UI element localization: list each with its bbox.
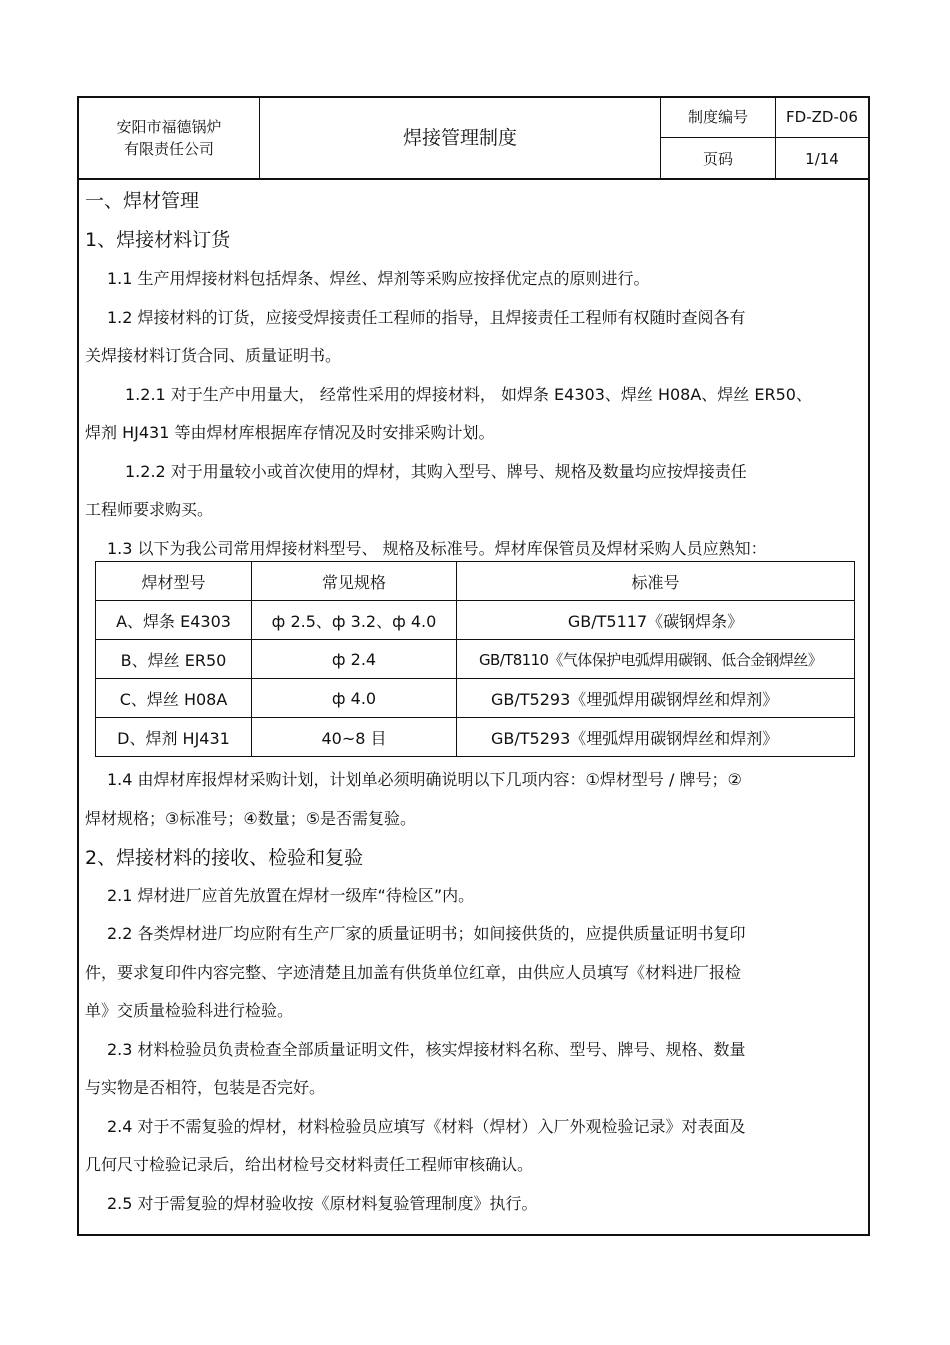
paragraph-1-2-2: 1.2.2 对于用量较小或首次使用的焊材，其购入型号、牌号、规格及数量均应按焊接责任 xyxy=(125,462,747,481)
table-cell: ф 4.0 xyxy=(252,679,457,718)
table-cell: C、焊丝 H08A xyxy=(96,679,252,718)
paragraph-2-3: 2.3 材料检验员负责检查全部质量证明文件，核实焊接材料名称、型号、牌号、规格、数量 xyxy=(107,1040,746,1059)
table-cell-text: GB/T8110《气体保护电弧焊用碳钢、低合金钢焊丝》 xyxy=(479,650,823,669)
paragraph-1-4-cont: 焊材规格；③标准号；④数量；⑤是否需复验。 xyxy=(85,809,417,828)
paragraph-1-4: 1.4 由焊材库报焊材采购计划，计划单必须明确说明以下几项内容：①焊材型号 / 牌号；② xyxy=(107,770,742,789)
section-heading: 一、焊材管理 xyxy=(85,190,200,212)
paragraph-1-2-2-cont: 工程师要求购买。 xyxy=(85,500,214,519)
company-name xyxy=(79,98,259,178)
table-row xyxy=(96,601,855,640)
company-name-line1: 安阳市福德锅炉 xyxy=(116,118,222,136)
paragraph-2-2-cont: 件，要求复印件内容完整、字迹清楚且加盖有供货单位红章，由供应人员填写《材料进厂报检 xyxy=(85,963,742,982)
paragraph-1-3: 1.3 以下为我公司常用焊接材料型号、 规格及标准号。焊材库保管员及焊材采购人员应熟知： xyxy=(107,539,767,558)
paragraph-1-2-cont: 关焊接材料订货合同、质量证明书。 xyxy=(85,346,342,365)
page-label: 页码 xyxy=(702,150,733,168)
column-header: 标准号 xyxy=(457,562,855,601)
table-cell-text: GB/T5293《埋弧焊用碳钢焊丝和焊剂》 xyxy=(491,728,779,748)
table-cell xyxy=(457,640,855,679)
table-cell xyxy=(457,718,855,757)
subsection-heading: 2、焊接材料的接收、检验和复验 xyxy=(85,847,364,869)
document-header xyxy=(79,98,868,180)
table-cell: 40~8 目 xyxy=(252,718,457,757)
column-header: 常见规格 xyxy=(252,562,457,601)
table-row xyxy=(96,679,855,718)
paragraph-2-2-cont2: 单》交质量检验科进行检验。 xyxy=(85,1001,294,1020)
paragraph-1-2-1-cont: 焊剂 HJ431 等由焊材库根据库存情况及时安排采购计划。 xyxy=(85,423,495,442)
document-frame xyxy=(77,96,870,1236)
code-label: 制度编号 xyxy=(687,108,748,126)
table-row xyxy=(96,718,855,757)
table-cell: A、焊条 E4303 xyxy=(96,601,252,640)
paragraph-2-1: 2.1 焊材进厂应首先放置在焊材一级库“待检区”内。 xyxy=(107,886,475,905)
table-cell: GB/T5117《碳钢焊条》 xyxy=(457,601,855,640)
page-number: 1/14 xyxy=(805,150,839,168)
column-header: 焊材型号 xyxy=(96,562,252,601)
table-row xyxy=(96,640,855,679)
paragraph-1-1: 1.1 生产用焊接材料包括焊条、焊丝、焊剂等采购应按择优定点的原则进行。 xyxy=(107,269,650,288)
paragraph-1-2-1: 1.2.1 对于生产中用量大， 经常性采用的焊接材料， 如焊条 E4303、焊丝 H08A、焊丝 ER50、 xyxy=(125,385,812,404)
table-cell-text: GB/T5293《埋弧焊用碳钢焊丝和焊剂》 xyxy=(491,689,779,709)
table-cell: D、焊剂 HJ431 xyxy=(96,718,252,757)
paragraph-2-4: 2.4 对于不需复验的焊材，材料检验员应填写《材料（焊材）入厂外观检验记录》对表面及 xyxy=(107,1117,746,1136)
paragraph-2-2: 2.2 各类焊材进厂均应附有生产厂家的质量证明书；如间接供货的，应提供质量证明书复印 xyxy=(107,924,746,943)
code-value: FD-ZD-06 xyxy=(786,108,858,126)
subsection-heading: 1、焊接材料订货 xyxy=(85,229,231,251)
document-title: 焊接管理制度 xyxy=(402,127,517,149)
table-header-row xyxy=(96,562,855,601)
table-cell xyxy=(457,679,855,718)
table-cell: ф 2.5、ф 3.2、ф 4.0 xyxy=(252,601,457,640)
welding-material-table xyxy=(95,561,855,757)
paragraph-2-3-cont: 与实物是否相符，包装是否完好。 xyxy=(85,1078,326,1097)
paragraph-2-5: 2.5 对于需复验的焊材验收按《原材料复验管理制度》执行。 xyxy=(107,1194,538,1213)
table-cell: ф 2.4 xyxy=(252,640,457,679)
table-cell: B、焊丝 ER50 xyxy=(96,640,252,679)
paragraph-1-2: 1.2 焊接材料的订货，应接受焊接责任工程师的指导，且焊接责任工程师有权随时查阅各有 xyxy=(107,308,746,327)
paragraph-2-4-cont: 几何尺寸检验记录后，给出材检号交材料责任工程师审核确认。 xyxy=(85,1155,534,1174)
company-name-line2: 有限责任公司 xyxy=(123,140,214,158)
